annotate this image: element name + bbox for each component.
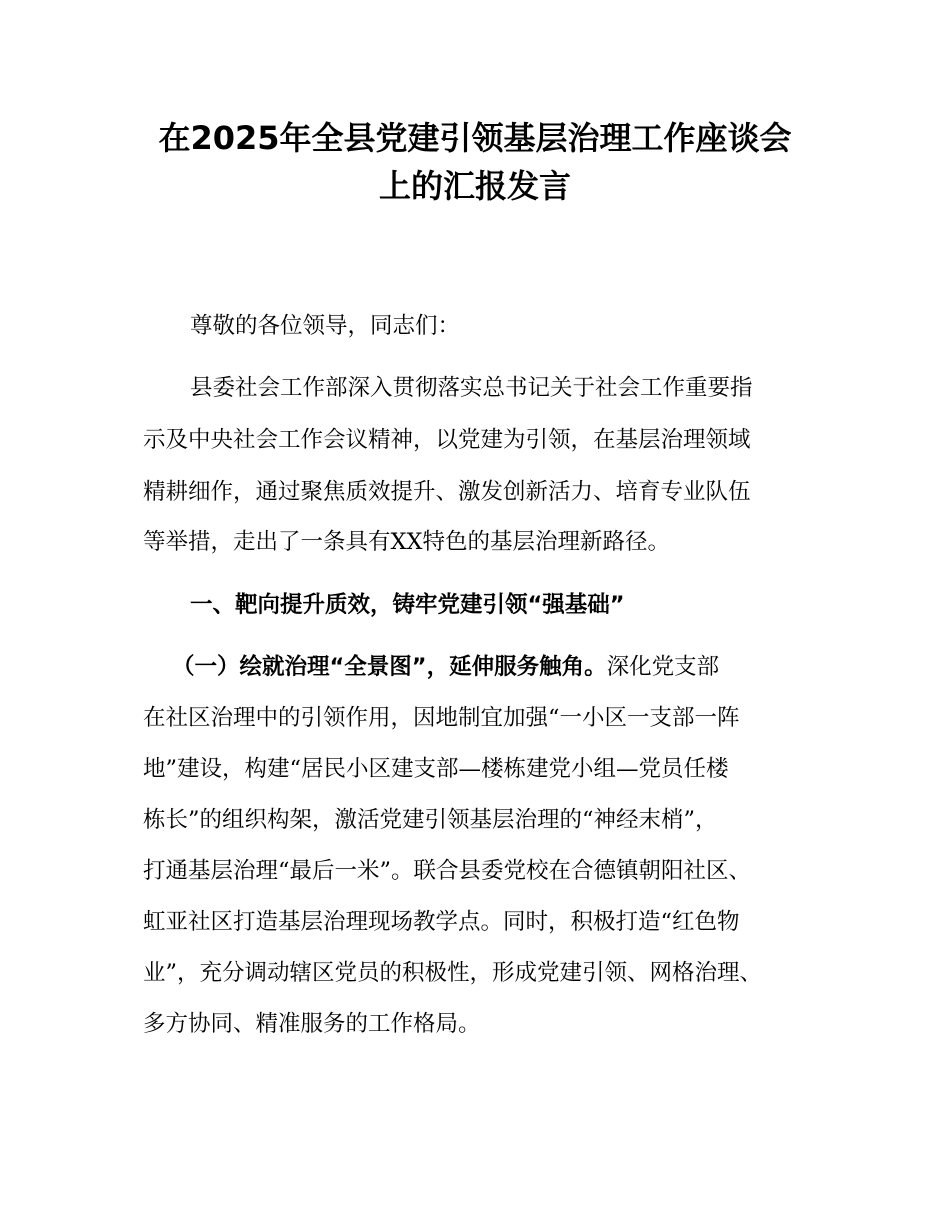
document-title-line-2: 上的汇报发言: [378, 167, 571, 205]
subsection-1-heading: （一）绘就治理“全景图”，延伸服务触角。: [172, 654, 607, 680]
subsection-1-line: 栋长”的组织构架，激活党建引领基层治理的“神经末梢”，: [143, 807, 718, 833]
subsection-1-first-line: [172, 647, 719, 687]
subsection-1-line: 业”，充分调动辖区党员的积极性，形成党建引领、网格治理、: [143, 960, 763, 986]
subsection-1-line: 地”建设，构建“居民小区建支部—楼栋建党小组—党员任楼: [143, 756, 729, 782]
section-1-heading: 一、靶向提升质效，铸牢党建引领“强基础”: [190, 592, 625, 618]
intro-line: 示及中央社会工作会议精神，以党建为引领，在基层治理领域: [143, 427, 751, 453]
subsection-1-line: 多方协同、精准服务的工作格局。: [143, 1011, 481, 1037]
intro-line: 等举措，走出了一条具有XX特色的基层治理新路径。: [143, 529, 671, 555]
subsection-1-line: 虹亚社区打造基层治理现场教学点。同时，积极打造“红色物: [143, 909, 740, 935]
intro-line: 精耕细作，通过聚焦质效提升、激发创新活力、培育专业队伍: [143, 479, 751, 505]
salutation: 尊敬的各位领导，同志们：: [190, 313, 461, 339]
document-title-line-1: 在2025年全县党建引领基层治理工作座谈会: [158, 119, 792, 157]
intro-line: 县委社会工作部深入贯彻落实总书记关于社会工作重要指: [190, 375, 753, 401]
subsection-1-line: 在社区治理中的引领作用，因地制宜加强“一小区一支部一阵: [143, 705, 740, 731]
subsection-1-line: 打通基层治理“最后一米”。联合县委党校在合德镇朝阳社区、: [143, 858, 752, 884]
subsection-1-first-line-text: 深化党支部: [606, 654, 720, 680]
